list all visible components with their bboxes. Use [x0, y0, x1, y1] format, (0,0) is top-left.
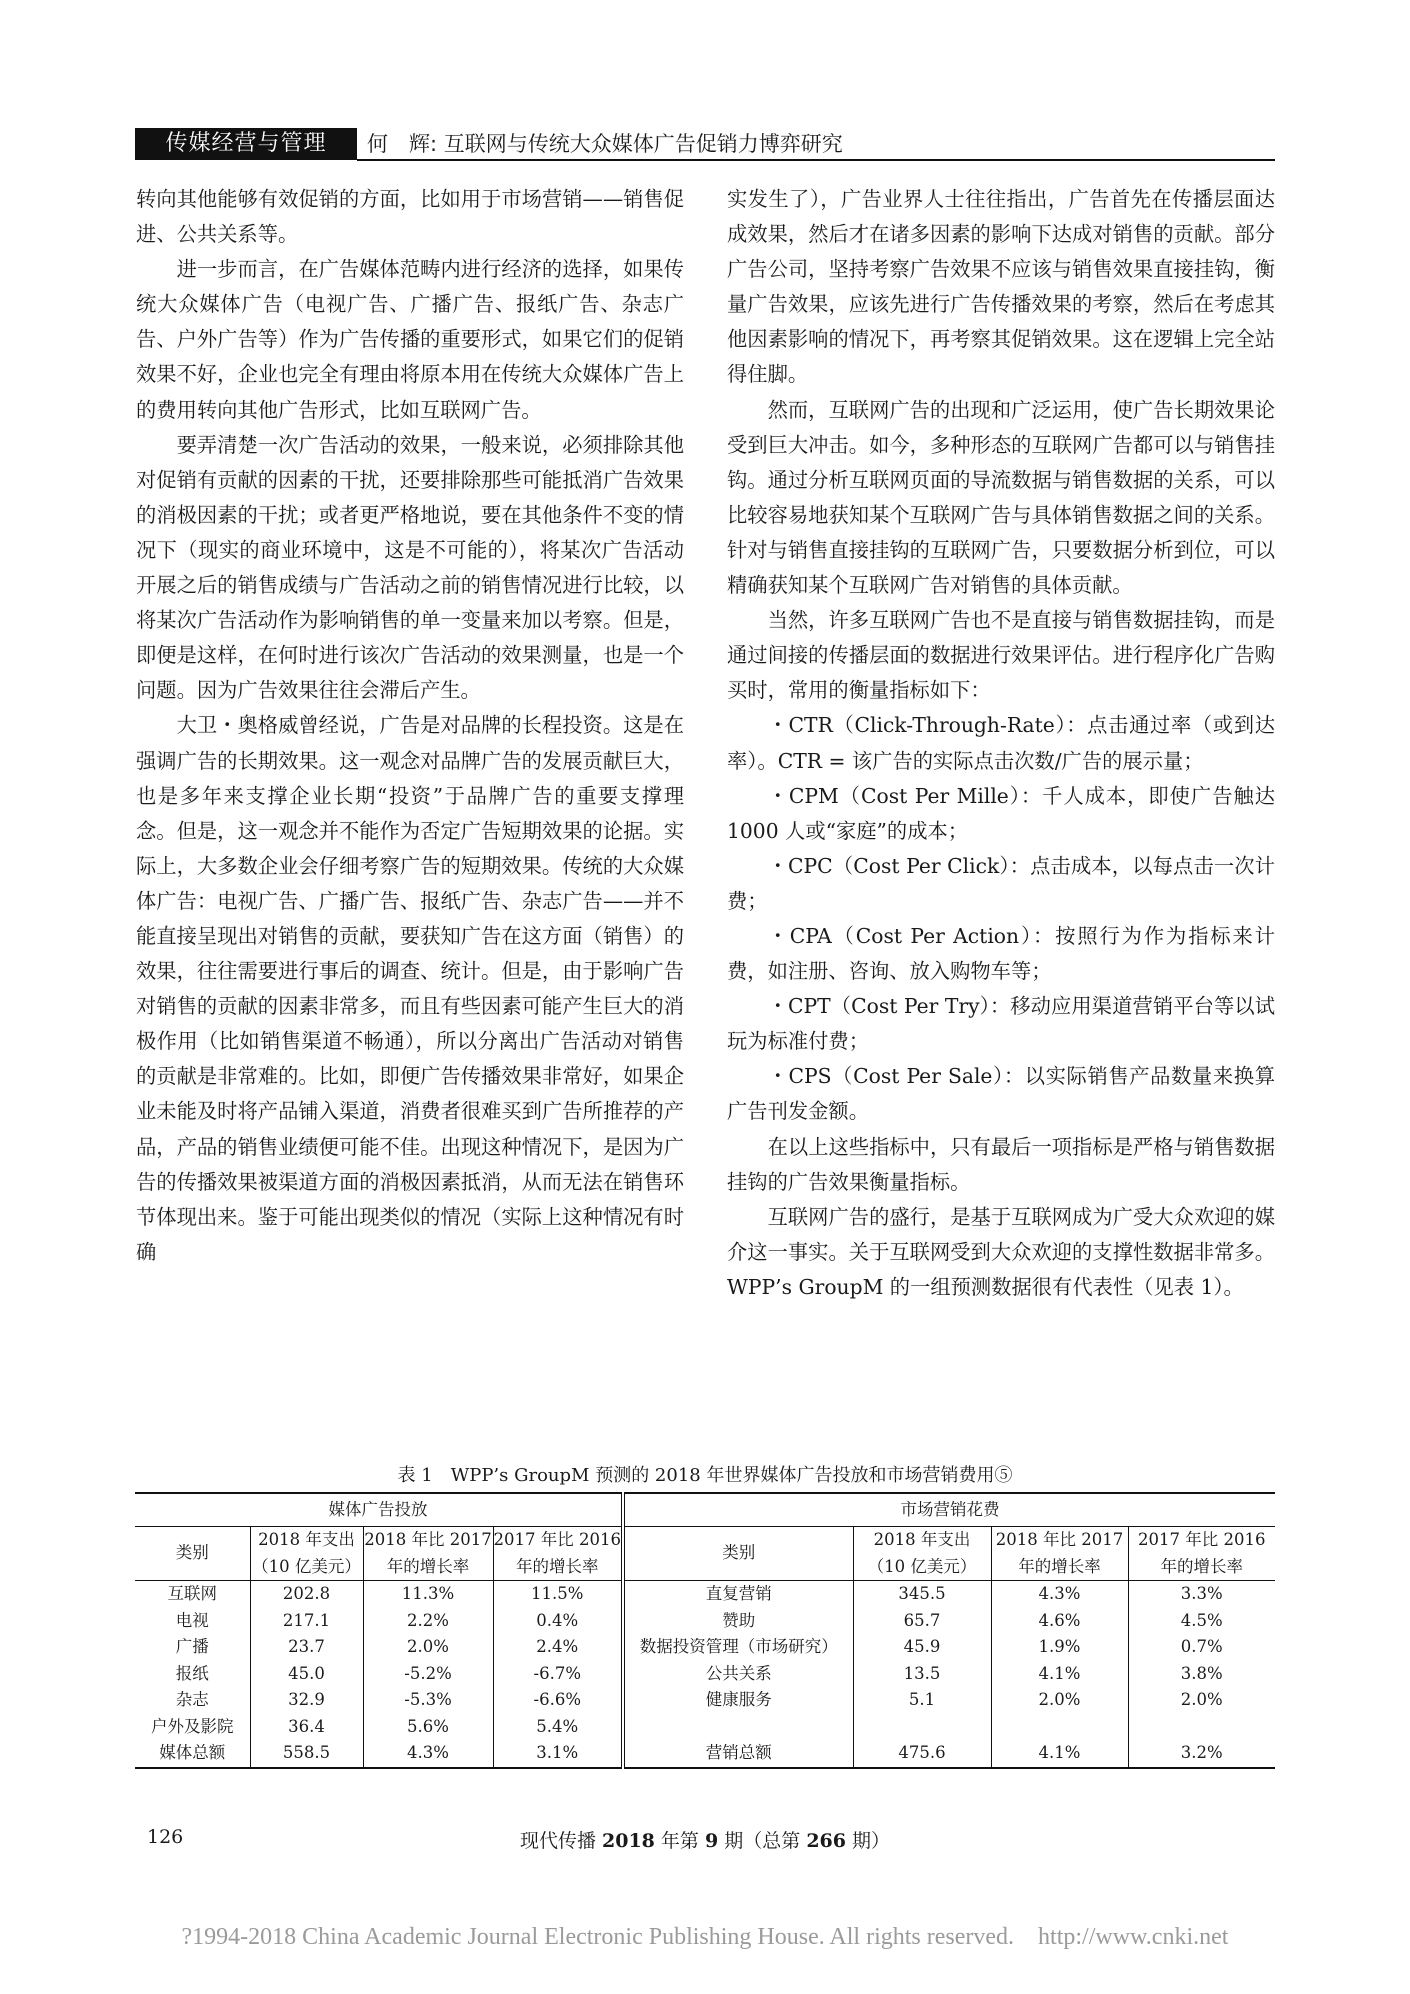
journal-issue-number: 9 — [704, 1830, 719, 1852]
cell: -6.6% — [493, 1687, 623, 1714]
paragraph: 在以上这些指标中，只有最后一项指标是严格与销售数据挂钩的广告效果衡量指标。 — [727, 1134, 1275, 1194]
bullet-ctr: ・CTR（Click-Through-Rate）：点击通过率（或到达率）。CTR = 该广告的实际点击次数/广告的展示量； — [727, 713, 1275, 773]
header-growth-2017-b: 年的增长率 — [493, 1554, 623, 1581]
table-row — [135, 1608, 1275, 1635]
bullet-cpm: ・CPM（Cost Per Mille）：千人成本，即使广告触达1000 人或“家庭”的成本； — [727, 783, 1275, 843]
cell: 杂志 — [175, 1690, 209, 1709]
cell: 217.1 — [250, 1608, 363, 1635]
cell — [853, 1714, 991, 1741]
copyright-notice: ?1994-2018 China Academic Journal Electronic Publishing House. All rights reserved. http://www.cnki.net — [181, 1924, 1229, 1950]
cell — [991, 1714, 1128, 1741]
cell: 3.3% — [1128, 1581, 1275, 1608]
cell: 345.5 — [853, 1581, 991, 1608]
header-spend: 2018 年支出 — [853, 1527, 991, 1554]
header-growth-2018-b: 年的增长率 — [991, 1554, 1128, 1581]
bullet-cpa: ・CPA（Cost Per Action）：按照行为作为指标来计费，如注册、咨询、放入购物车等； — [727, 923, 1275, 984]
journal-text: 年第 — [654, 1830, 705, 1852]
cell: 2.4% — [493, 1634, 623, 1661]
cell: 475.6 — [853, 1740, 991, 1768]
table-row — [135, 1634, 1275, 1661]
journal-issue — [0, 1826, 1410, 1853]
data-table — [135, 1492, 1275, 1769]
cell: 558.5 — [250, 1740, 363, 1768]
cell: -5.3% — [363, 1687, 493, 1714]
cell: 4.1% — [991, 1740, 1128, 1768]
cell: 65.7 — [853, 1608, 991, 1635]
header-growth-2017: 2017 年比 2016 — [493, 1527, 623, 1554]
section-label: 传媒经营与管理 — [135, 128, 357, 160]
paragraph: 转向其他能够有效促销的方面，比如用于市场营销——销售促进、公共关系等。 — [136, 187, 684, 247]
cell — [1128, 1714, 1275, 1741]
paragraph: 然而，互联网广告的出现和广泛运用，使广告长期效果论受到巨大冲击。如今，多种形态的互联网广告都可以与销售挂钩。通过分析互联网页面的导流数据与销售数据的关系，可以比较容易地获知某个互联网广告与具体销售数据之间的关系。针对与销售直接挂钩的互联网广告，只要数据分析到位，可以精确获知某个互联网广告对销售的具体贡献。 — [727, 397, 1275, 598]
cell: 4.3% — [991, 1581, 1128, 1608]
cell: 4.3% — [363, 1740, 493, 1768]
cell: 2.0% — [1128, 1687, 1275, 1714]
journal-text: 期） — [845, 1830, 891, 1852]
cell: 电视 — [175, 1610, 209, 1630]
paragraph: 当然，许多互联网广告也不是直接与销售数据挂钩，而是通过间接的传播层面的数据进行效果评估。进行程序化广告购买时，常用的衡量指标如下： — [727, 608, 1275, 703]
cell: 5.1 — [853, 1687, 991, 1714]
left-column — [136, 182, 684, 1270]
cell: 3.2% — [1128, 1740, 1275, 1768]
header-spend-unit: （10 亿美元） — [250, 1554, 363, 1581]
paragraph: 要弄清楚一次广告活动的效果，一般来说，必须排除其他对促销有贡献的因素的干扰，还要排除那些可能抵消广告效果的消极因素的干扰；或者更严格地说，要在其他条件不变的情况下（现实的商业环境中，这是不可能的），将某次广告活动开展之后的销售成绩与广告活动之前的销售情况进行比较，以将某次广告活动作为影响销售的单一变量来加以考察。但是，即便是这样，在何时进行该次广告活动的效果测量，也是一个问题。因为广告效果往往会滞后产生。 — [136, 432, 684, 703]
cell: 3.8% — [1128, 1661, 1275, 1688]
cell: 0.7% — [1128, 1634, 1275, 1661]
cell — [623, 1714, 853, 1741]
bullet-cpt: ・CPT（Cost Per Try）：移动应用渠道营销平台等以试玩为标准付费； — [727, 994, 1275, 1054]
cell: 11.5% — [493, 1581, 623, 1608]
paragraph: 实发生了），广告业界人士往往指出，广告首先在传播层面达成效果，然后才在诸多因素的影响下达成对销售的贡献。部分广告公司，坚持考察广告效果不应该与销售效果直接挂钩，衡量广告效果，应该先进行广告传播效果的考察，然后在考虑其他因素影响的情况下，再考察其促销效果。这在逻辑上完全站得住脚。 — [727, 187, 1275, 387]
cell: 2.0% — [991, 1687, 1128, 1714]
journal-total-issue: 266 — [806, 1830, 846, 1852]
cell: 32.9 — [250, 1687, 363, 1714]
cell: 数据投资管理（市场研究） — [623, 1634, 853, 1661]
journal-text: 期（总第 — [718, 1830, 807, 1852]
cell: 36.4 — [250, 1714, 363, 1741]
group-header-marketing: 市场营销花费 — [623, 1493, 1275, 1527]
cell: 互联网 — [167, 1584, 217, 1603]
table-row — [135, 1687, 1275, 1714]
cell: 23.7 — [250, 1634, 363, 1661]
cell: -5.2% — [363, 1661, 493, 1688]
cell: 5.4% — [493, 1714, 623, 1741]
cell: 13.5 — [853, 1661, 991, 1688]
cell: 健康服务 — [623, 1687, 853, 1714]
table-caption: 表 1 WPP’s GroupM 预测的 2018 年世界媒体广告投放和市场营销费用⑤ — [397, 1465, 1013, 1486]
cell: 报纸 — [175, 1663, 209, 1683]
cell: 媒体总额 — [135, 1740, 250, 1768]
page-number: 126 — [147, 1826, 184, 1848]
cell: 45.0 — [250, 1661, 363, 1688]
table-row — [135, 1714, 1275, 1741]
cell: 户外及影院 — [151, 1716, 234, 1736]
header-growth-2017: 2017 年比 2016 — [1128, 1527, 1275, 1554]
table-row — [135, 1740, 1275, 1768]
header-growth-2018: 2018 年比 2017 — [363, 1527, 493, 1554]
cell: 202.8 — [250, 1581, 363, 1608]
header-spend: 2018 年支出 — [250, 1527, 363, 1554]
table-row — [135, 1661, 1275, 1688]
cell: 11.3% — [363, 1581, 493, 1608]
header-growth-2017-b: 年的增长率 — [1128, 1554, 1275, 1581]
paragraph: 大卫・奥格威曾经说，广告是对品牌的长程投资。这是在强调广告的长期效果。这一观念对品牌广告的发展贡献巨大，也是多年来支撑企业长期“投资”于品牌广告的重要支撑理念。但是，这一观念并不能作为否定广告短期效果的论据。实际上，大多数企业会仔细考察广告的短期效果。传统的大众媒体广告：电视广告、广播广告、报纸广告、杂志广告——并不能直接呈现出对销售的贡献，要获知广告在这方面（销售）的效果，往往需要进行事后的调查、统计。但是，由于影响广告对销售的贡献的因素非常多，而且有些因素可能产生巨大的消极作用（比如销售渠道不畅通），所以分离出广告活动对销售的贡献是非常难的。比如，即便广告传播效果非常好，如果企业未能及时将产品铺入渠道，消费者很难买到广告所推荐的产品，产品的销售业绩便可能不佳。出现这种情况下，是因为广告的传播效果被渠道方面的消极因素抵消，从而无法在销售环节体现出来。鉴于可能出现类似的情况（实际上这种情况有时确 — [136, 713, 684, 1264]
cell: 公共关系 — [623, 1661, 853, 1688]
bullet-cpc: ・CPC（Cost Per Click）：点击成本，以每点击一次计费； — [727, 853, 1275, 913]
paragraph: 进一步而言，在广告媒体范畴内进行经济的选择，如果传统大众媒体广告（电视广告、广播广告、报纸广告、杂志广告、户外广告等）作为广告传播的重要形式，如果它们的促销效果不好，企业也完全有理由将原本用在传统大众媒体广告上的费用转向其他广告形式，比如互联网广告。 — [136, 257, 684, 422]
header-growth-2018: 2018 年比 2017 — [991, 1527, 1128, 1554]
cell: 赞助 — [623, 1608, 853, 1635]
group-header-media: 媒体广告投放 — [135, 1493, 623, 1527]
journal-year: 2018 — [602, 1830, 655, 1852]
cell: 4.5% — [1128, 1608, 1275, 1635]
header-growth-2018-b: 年的增长率 — [363, 1554, 493, 1581]
right-column — [727, 182, 1275, 1305]
header-category: 类别 — [135, 1527, 250, 1581]
table-row — [135, 1581, 1275, 1608]
cell: 营销总额 — [623, 1740, 853, 1768]
cell: -6.7% — [493, 1661, 623, 1688]
running-title: 何 辉: 互联网与传统大众媒体广告促销力博弈研究 — [367, 132, 843, 156]
cell: 2.2% — [363, 1608, 493, 1635]
bullet-cps: ・CPS（Cost Per Sale）：以实际销售产品数量来换算广告刊发金额。 — [727, 1064, 1275, 1124]
paragraph: 互联网广告的盛行，是基于互联网成为广受大众欢迎的媒介这一事实。关于互联网受到大众欢迎的支撑性数据非常多。WPP’s GroupM 的一组预测数据很有代表性（见表 1）。 — [727, 1204, 1275, 1299]
cell: 0.4% — [493, 1608, 623, 1635]
cell: 45.9 — [853, 1634, 991, 1661]
data-table-wrapper — [135, 1492, 1275, 1769]
cell: 广播 — [175, 1637, 209, 1656]
header-spend-unit: （10 亿美元） — [853, 1554, 991, 1581]
cell: 1.9% — [991, 1634, 1128, 1661]
cell: 直复营销 — [623, 1581, 853, 1608]
cell: 2.0% — [363, 1634, 493, 1661]
header-category: 类别 — [623, 1527, 853, 1581]
journal-name: 现代传播 — [519, 1830, 602, 1852]
cell: 5.6% — [363, 1714, 493, 1741]
cell: 4.1% — [991, 1661, 1128, 1688]
cell: 3.1% — [493, 1740, 623, 1768]
header-rule — [357, 159, 1275, 161]
cell: 4.6% — [991, 1608, 1128, 1635]
